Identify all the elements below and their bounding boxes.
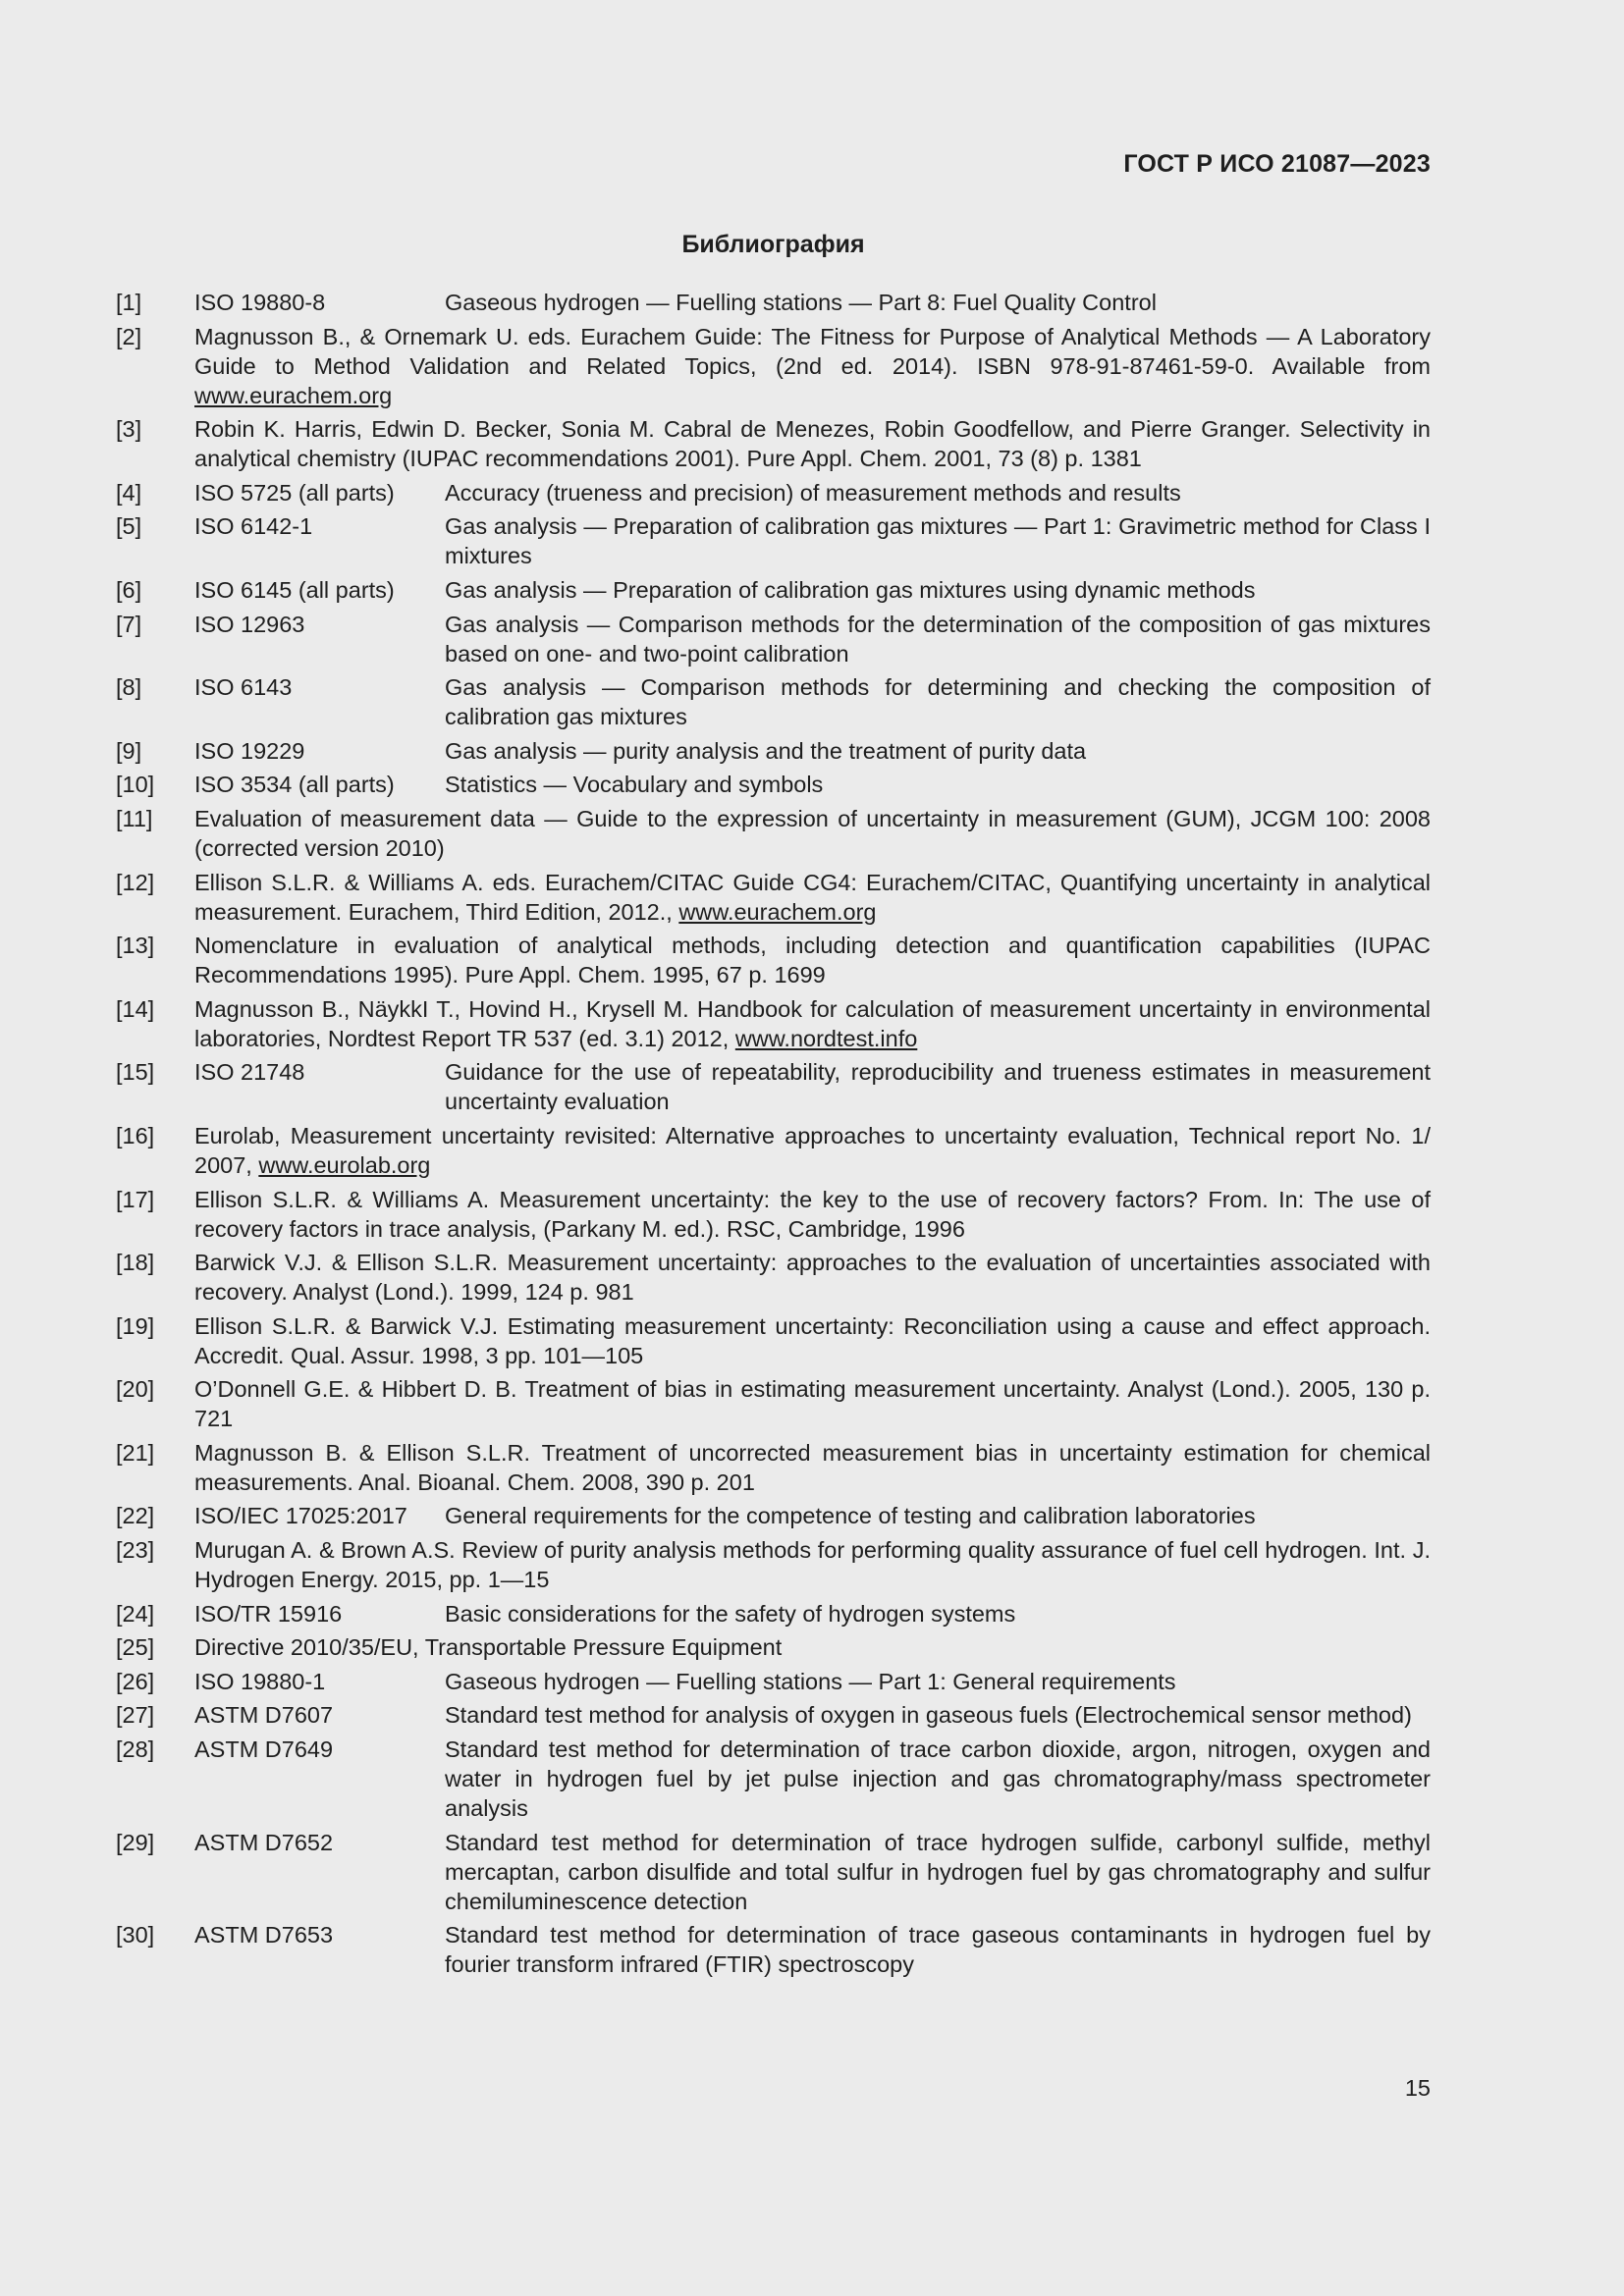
reference-item	[116, 672, 1431, 731]
reference-number: [22]	[116, 1503, 155, 1529]
document-page	[116, 147, 1431, 1984]
reference-code: ISO 5725 (all parts)	[194, 479, 395, 506]
reference-number: [10]	[116, 772, 155, 798]
reference-title: Standard test method for determination of trace hydrogen sulfide, carbonyl sulfide, methyl mercaptan, carbon disulfide and total sulfur in hydrogen fuel by gas chromatography and sulfur chemiluminescence detection	[445, 1829, 1431, 1914]
reference-citation-text: Ellison S.L.R. & Williams A. Measurement uncertainty: the key to the use of recovery factors? From. In: The use of recovery factors in trace analysis, (Parkany M. ed.). RSC, Cambridge, 1996	[194, 1186, 1431, 1242]
reference-number: [19]	[116, 1312, 155, 1339]
reference-item	[116, 804, 1431, 863]
reference-item	[116, 770, 1431, 799]
reference-code: ISO 3534 (all parts)	[194, 772, 395, 798]
reference-citation-text: Ellison S.L.R. & Williams A. eds. Eurachem/CITAC Guide CG4: Eurachem/CITAC, Quantifying uncertainty in analytical measurement. Eurachem, Third Edition, 2012.,	[194, 869, 1431, 925]
reference-code: ASTM D7649	[194, 1736, 334, 1763]
reference-code: ISO 21748	[194, 1059, 305, 1086]
reference-title: Standard test method for analysis of oxygen in gaseous fuels (Electrochemical sensor method)	[445, 1702, 1412, 1729]
reference-code: ASTM D7607	[194, 1702, 334, 1729]
reference-number: [26]	[116, 1668, 155, 1694]
reference-code: ASTM D7653	[194, 1922, 334, 1949]
reference-number: [1]	[116, 290, 142, 315]
reference-item	[116, 1700, 1431, 1730]
reference-citation	[194, 1438, 1431, 1497]
reference-number: [20]	[116, 1376, 155, 1403]
reference-code: ASTM D7652	[194, 1829, 334, 1855]
reference-link[interactable]: www.nordtest.info	[734, 1025, 918, 1051]
reference-item	[116, 1632, 1431, 1662]
reference-citation	[194, 1632, 1431, 1662]
reference-number: [29]	[116, 1829, 155, 1855]
reference-item	[116, 1501, 1431, 1530]
reference-number: [2]	[116, 323, 142, 349]
reference-item	[116, 322, 1431, 410]
reference-item	[116, 511, 1431, 570]
reference-item	[116, 575, 1431, 605]
reference-citation-text: Robin K. Harris, Edwin D. Becker, Sonia M. Cabral de Menezes, Robin Goodfellow, and Pierre Granger. Selectivity in analytical chemistry (IUPAC recommendations 2001). Pure Appl. Chem. 2001, 73 (8) p. 1381	[194, 416, 1431, 472]
reference-number: [14]	[116, 995, 155, 1022]
reference-item	[116, 1438, 1431, 1497]
reference-item	[116, 1121, 1431, 1180]
reference-item	[116, 610, 1431, 668]
reference-citation-text: Magnusson B. & Ellison S.L.R. Treatment of uncorrected measurement bias in uncertainty estimation for chemical measurements. Anal. Bioanal. Chem. 2008, 390 p. 201	[194, 1439, 1431, 1495]
document-code: ГОСТ Р ИСО 21087—2023	[1123, 150, 1431, 178]
reference-citation-text: O’Donnell G.E. & Hibbert D. B. Treatment of bias in estimating measurement uncertainty. Analyst (Lond.). 2005, 130 p. 721	[194, 1376, 1431, 1432]
page-number: 15	[1404, 2075, 1431, 2101]
reference-citation	[194, 1374, 1431, 1433]
reference-number: [7]	[116, 611, 142, 637]
reference-item	[116, 1828, 1431, 1916]
reference-number: [15]	[116, 1059, 155, 1086]
reference-code: ISO 12963	[194, 611, 305, 637]
reference-title: Statistics — Vocabulary and symbols	[445, 772, 824, 798]
reference-title: Accuracy (trueness and precision) of measurement methods and results	[445, 479, 1181, 506]
reference-item	[116, 1599, 1431, 1629]
reference-number: [12]	[116, 869, 155, 895]
reference-item	[116, 1920, 1431, 1979]
reference-item	[116, 414, 1431, 473]
reference-number: [28]	[116, 1736, 155, 1763]
reference-item	[116, 868, 1431, 927]
reference-title: General requirements for the competence of testing and calibration laboratories	[445, 1503, 1256, 1529]
reference-title: Guidance for the use of repeatability, reproducibility and trueness estimates in measurement uncertainty evaluation	[445, 1059, 1431, 1115]
reference-citation-text: Magnusson B., NäykkI T., Hovind H., Krysell M. Handbook for calculation of measurement uncertainty in environmental laboratories, Nordtest Report TR 537 (ed. 3.1) 2012,	[194, 995, 1431, 1051]
reference-title: Gas analysis — Preparation of calibration gas mixtures using dynamic methods	[445, 576, 1256, 603]
reference-citation	[194, 994, 1431, 1053]
reference-item	[116, 1248, 1431, 1307]
reference-title: Gas analysis — Comparison methods for determining and checking the composition of calibration gas mixtures	[445, 674, 1431, 730]
reference-citation	[194, 1121, 1431, 1180]
reference-number: [6]	[116, 576, 142, 603]
reference-citation	[194, 414, 1431, 473]
reference-code: ISO 19880-8	[194, 290, 326, 315]
reference-number: [18]	[116, 1250, 155, 1276]
reference-citation	[194, 1535, 1431, 1594]
reference-code: ISO 19229	[194, 737, 305, 764]
reference-item	[116, 1374, 1431, 1433]
reference-title: Gas analysis — purity analysis and the treatment of purity data	[445, 737, 1087, 764]
reference-citation	[194, 1185, 1431, 1244]
reference-citation	[194, 322, 1431, 410]
reference-title: Basic considerations for the safety of hydrogen systems	[445, 1600, 1016, 1627]
reference-number: [17]	[116, 1186, 155, 1212]
reference-link[interactable]: www.eurolab.org	[258, 1151, 431, 1178]
reference-number: [8]	[116, 674, 142, 701]
reference-citation	[194, 1311, 1431, 1370]
bibliography-title: Библиография	[681, 231, 865, 258]
reference-item	[116, 288, 1431, 317]
reference-citation	[194, 804, 1431, 863]
reference-title: Gaseous hydrogen — Fuelling stations — Part 8: Fuel Quality Control	[445, 290, 1157, 315]
reference-number: [11]	[116, 805, 153, 831]
reference-citation	[194, 868, 1431, 927]
reference-citation-text: Nomenclature in evaluation of analytical methods, including detection and quantification capabilities (IUPAC Recommendations 1995). Pure Appl. Chem. 1995, 67 p. 1699	[194, 933, 1431, 988]
reference-item	[116, 1667, 1431, 1696]
reference-code: ISO/TR 15916	[194, 1600, 343, 1627]
reference-item	[116, 1535, 1431, 1594]
reference-title: Standard test method for determination of trace carbon dioxide, argon, nitrogen, oxygen and water in hydrogen fuel by jet pulse injection and gas chromatography/mass spectrometer analysis	[445, 1736, 1431, 1822]
reference-citation-text: Barwick V.J. & Ellison S.L.R. Measurement uncertainty: approaches to the evaluation of uncertainties associated with recovery. Analyst (Lond.). 1999, 124 p. 981	[194, 1250, 1431, 1306]
reference-title: Standard test method for determination of trace gaseous contaminants in hydrogen fuel by fourier transform infrared (FTIR) spectroscopy	[445, 1922, 1431, 1978]
reference-item	[116, 736, 1431, 766]
reference-citation-text: Murugan A. & Brown A.S. Review of purity analysis methods for performing quality assurance of fuel cell hydrogen. Int. J. Hydrogen Energy. 2015, pp. 1—15	[194, 1537, 1431, 1593]
reference-link[interactable]: www.eurachem.org	[678, 898, 877, 925]
reference-number: [30]	[116, 1922, 155, 1949]
reference-number: [9]	[116, 737, 142, 764]
reference-link[interactable]: www.eurachem.org	[194, 382, 393, 408]
reference-code: ISO 19880-1	[194, 1668, 326, 1694]
reference-item	[116, 994, 1431, 1053]
reference-citation-text: Ellison S.L.R. & Barwick V.J. Estimating measurement uncertainty: Reconciliation using a cause and effect approach. Accredit. Qual. Assur. 1998, 3 pp. 101—105	[194, 1312, 1431, 1368]
reference-title: Gaseous hydrogen — Fuelling stations — Part 1: General requirements	[445, 1668, 1176, 1694]
reference-code: ISO/IEC 17025:2017	[194, 1503, 407, 1529]
reference-number: [23]	[116, 1537, 155, 1564]
reference-number: [3]	[116, 416, 142, 443]
reference-item	[116, 1057, 1431, 1116]
reference-citation-text: Eurolab, Measurement uncertainty revisited: Alternative approaches to uncertainty evaluation, Technical report No. 1/ 2007,	[194, 1122, 1431, 1178]
reference-code: ISO 6145 (all parts)	[194, 576, 395, 603]
reference-number: [13]	[116, 933, 155, 959]
reference-item	[116, 931, 1431, 989]
reference-citation	[194, 931, 1431, 989]
reference-number: [4]	[116, 479, 142, 506]
reference-item	[116, 1185, 1431, 1244]
reference-number: [21]	[116, 1439, 155, 1466]
reference-number: [25]	[116, 1634, 155, 1661]
reference-item	[116, 478, 1431, 507]
reference-title: Gas analysis — Comparison methods for the determination of the composition of gas mixtures based on one- and two-point calibration	[445, 611, 1431, 667]
reference-citation-text: Directive 2010/35/EU, Transportable Pressure Equipment	[194, 1634, 783, 1661]
reference-number: [16]	[116, 1122, 155, 1148]
reference-number: [24]	[116, 1600, 155, 1627]
reference-item	[116, 1735, 1431, 1823]
reference-list	[116, 288, 1431, 1979]
reference-code: ISO 6142-1	[194, 513, 313, 540]
reference-code: ISO 6143	[194, 674, 293, 701]
reference-number: [5]	[116, 513, 142, 540]
reference-citation-text: Evaluation of measurement data — Guide to the expression of uncertainty in measurement (GUM), JCGM 100: 2008 (corrected version 2010)	[194, 805, 1431, 861]
reference-item	[116, 1311, 1431, 1370]
reference-number: [27]	[116, 1702, 155, 1729]
reference-citation	[194, 1248, 1431, 1307]
reference-title: Gas analysis — Preparation of calibration gas mixtures — Part 1: Gravimetric method for Class I mixtures	[445, 513, 1431, 569]
reference-citation-text: Magnusson B., & Ornemark U. eds. Eurachem Guide: The Fitness for Purpose of Analytical Methods — A Laboratory Guide to Method Validation and Related Topics, (2nd ed. 2014). ISBN 978-91-87461-59-0. Available from	[194, 323, 1431, 379]
